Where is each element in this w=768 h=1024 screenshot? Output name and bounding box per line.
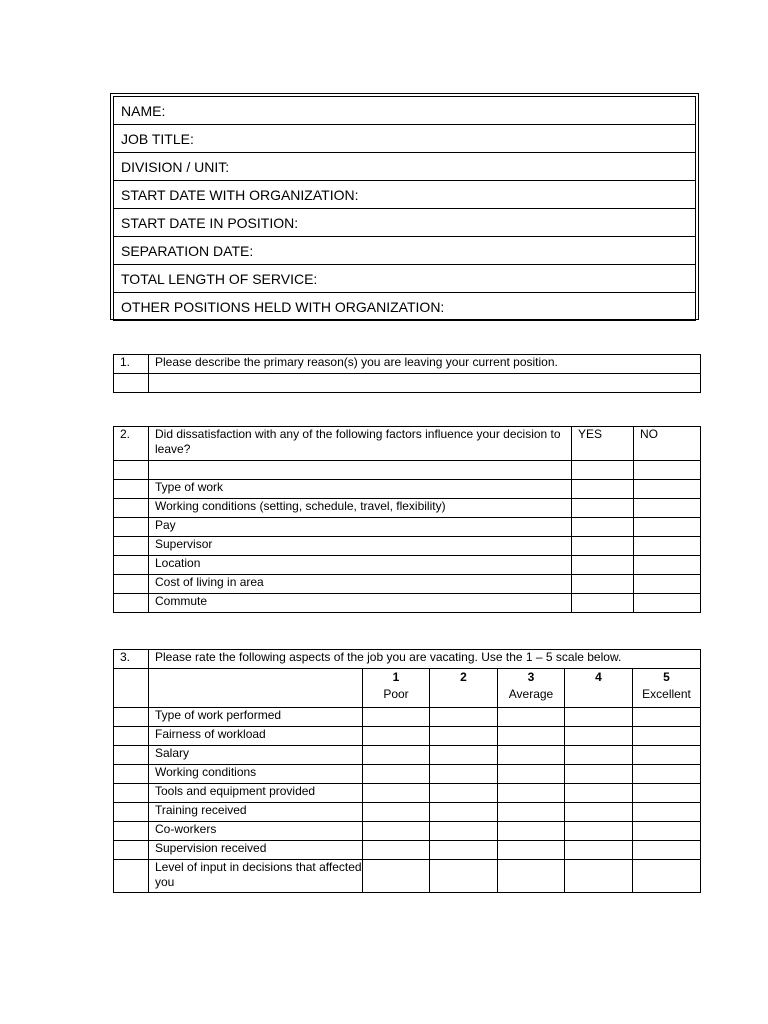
aspect-label: Working conditions (149, 765, 363, 784)
rating-cell[interactable] (633, 860, 701, 893)
scale-number: 4 (595, 670, 602, 684)
info-row-name (114, 97, 696, 125)
blank-cell (149, 461, 572, 480)
blank-cell (114, 499, 149, 518)
personal-info-table (113, 96, 696, 321)
rating-cell[interactable] (565, 822, 633, 841)
factor-label: Cost of living in area (149, 575, 572, 594)
blank-cell (634, 461, 701, 480)
aspect-label: Type of work performed (149, 708, 363, 727)
rating-cell[interactable] (363, 746, 430, 765)
rating-cell[interactable] (430, 746, 498, 765)
rating-cell[interactable] (498, 860, 565, 893)
question-1-table (113, 354, 701, 393)
blank-cell (114, 480, 149, 499)
scale-4-header (565, 669, 633, 708)
rating-cell[interactable] (363, 765, 430, 784)
info-row-job-title (114, 125, 696, 153)
factor-yes-cell[interactable] (572, 537, 634, 556)
info-row-start-position (114, 209, 696, 237)
rating-cell[interactable] (430, 784, 498, 803)
scale-5-header (633, 669, 701, 708)
rating-cell[interactable] (633, 784, 701, 803)
aspect-row (114, 822, 701, 841)
aspect-label: Salary (149, 746, 363, 765)
aspect-row (114, 765, 701, 784)
info-row-start-org (114, 181, 696, 209)
rating-cell[interactable] (430, 765, 498, 784)
blank-cell (114, 575, 149, 594)
info-row-other-positions (114, 293, 696, 321)
rating-cell[interactable] (363, 822, 430, 841)
factor-yes-cell[interactable] (572, 556, 634, 575)
rating-cell[interactable] (363, 784, 430, 803)
question-2-spacer-row (114, 461, 701, 480)
rating-cell[interactable] (633, 727, 701, 746)
rating-cell[interactable] (363, 727, 430, 746)
rating-cell[interactable] (565, 841, 633, 860)
blank-cell (572, 461, 634, 480)
rating-cell[interactable] (363, 708, 430, 727)
info-field-other-positions[interactable]: OTHER POSITIONS HELD WITH ORGANIZATION: (114, 293, 696, 321)
rating-cell[interactable] (565, 727, 633, 746)
info-field-start-position[interactable]: START DATE IN POSITION: (114, 209, 696, 237)
factor-no-cell[interactable] (634, 556, 701, 575)
factor-no-cell[interactable] (634, 480, 701, 499)
info-row-length (114, 265, 696, 293)
blank-cell (114, 708, 149, 727)
blank-cell (114, 803, 149, 822)
factor-label: Commute (149, 594, 572, 613)
scale-label: Poor (383, 687, 409, 701)
factor-label: Working conditions (setting, schedule, travel, flexibility) (149, 499, 572, 518)
factor-yes-cell[interactable] (572, 575, 634, 594)
scale-label: Excellent (642, 687, 691, 701)
rating-cell[interactable] (633, 746, 701, 765)
rating-cell[interactable] (565, 746, 633, 765)
rating-scale-row (114, 669, 701, 708)
info-field-division[interactable]: DIVISION / UNIT: (114, 153, 696, 181)
factor-yes-cell[interactable] (572, 594, 634, 613)
aspect-row (114, 860, 701, 893)
rating-cell[interactable] (430, 803, 498, 822)
aspect-label: Co-workers (149, 822, 363, 841)
scale-number: 3 (527, 670, 535, 684)
rating-cell[interactable] (498, 784, 565, 803)
factor-yes-cell[interactable] (572, 480, 634, 499)
aspect-row (114, 727, 701, 746)
blank-cell (149, 669, 363, 708)
question-3-header (114, 650, 701, 669)
aspect-label: Level of input in decisions that affected you (149, 860, 363, 893)
rating-cell[interactable] (565, 708, 633, 727)
blank-cell (114, 841, 149, 860)
blank-cell (114, 746, 149, 765)
question-1-text: Please describe the primary reason(s) you are leaving your current position. (149, 355, 701, 374)
rating-cell[interactable] (633, 765, 701, 784)
rating-cell[interactable] (498, 822, 565, 841)
factor-row-type-of-work (114, 480, 701, 499)
aspect-row (114, 746, 701, 765)
factor-row-working-conditions (114, 499, 701, 518)
question-1-answer-blank (114, 374, 149, 393)
rating-cell[interactable] (498, 803, 565, 822)
blank-cell (114, 860, 149, 893)
question-2-yes-header: YES (572, 427, 634, 461)
question-1-answer-field[interactable] (149, 374, 701, 393)
personal-info-box (110, 93, 699, 320)
aspect-label: Training received (149, 803, 363, 822)
scale-number: 1 (392, 670, 400, 684)
scale-number: 5 (663, 670, 670, 684)
factor-label: Supervisor (149, 537, 572, 556)
rating-cell[interactable] (498, 727, 565, 746)
blank-cell (114, 822, 149, 841)
factor-label: Type of work (149, 480, 572, 499)
question-2-no-header: NO (634, 427, 701, 461)
blank-cell (114, 518, 149, 537)
scale-1-header (363, 669, 430, 708)
rating-cell[interactable] (430, 860, 498, 893)
rating-cell[interactable] (498, 746, 565, 765)
question-3-text: Please rate the following aspects of the job you are vacating. Use the 1 – 5 scale below. (149, 650, 701, 669)
rating-cell[interactable] (498, 708, 565, 727)
question-3-number: 3. (114, 650, 149, 669)
rating-cell[interactable] (565, 860, 633, 893)
factor-no-cell[interactable] (634, 537, 701, 556)
factor-no-cell[interactable] (634, 518, 701, 537)
blank-cell (114, 556, 149, 575)
factor-row-pay (114, 518, 701, 537)
info-row-separation (114, 237, 696, 265)
question-1-header (114, 355, 701, 374)
info-field-name[interactable]: NAME: (114, 97, 696, 125)
factor-row-location (114, 556, 701, 575)
info-field-start-org[interactable]: START DATE WITH ORGANIZATION: (114, 181, 696, 209)
question-2-number: 2. (114, 427, 149, 461)
factor-no-cell[interactable] (634, 575, 701, 594)
aspect-row (114, 841, 701, 860)
question-1-answer-row (114, 374, 701, 393)
rating-cell[interactable] (363, 841, 430, 860)
rating-cell[interactable] (633, 803, 701, 822)
scale-number: 2 (460, 670, 467, 684)
blank-cell (114, 727, 149, 746)
factor-row-cost-of-living (114, 575, 701, 594)
aspect-row (114, 708, 701, 727)
factor-row-commute (114, 594, 701, 613)
rating-cell[interactable] (430, 727, 498, 746)
question-2-header (114, 427, 701, 461)
question-2-table (113, 426, 701, 613)
factor-no-cell[interactable] (634, 499, 701, 518)
info-field-job-title[interactable]: JOB TITLE: (114, 125, 696, 153)
question-1-number: 1. (114, 355, 149, 374)
aspect-row (114, 803, 701, 822)
scale-2-header (430, 669, 498, 708)
rating-cell[interactable] (430, 708, 498, 727)
blank-cell (114, 594, 149, 613)
blank-cell (114, 784, 149, 803)
rating-cell[interactable] (633, 708, 701, 727)
question-3-table (113, 649, 701, 893)
rating-cell[interactable] (565, 784, 633, 803)
rating-cell[interactable] (430, 822, 498, 841)
blank-cell (114, 461, 149, 480)
blank-cell (114, 537, 149, 556)
factor-no-cell[interactable] (634, 594, 701, 613)
rating-cell[interactable] (565, 803, 633, 822)
rating-cell[interactable] (363, 860, 430, 893)
info-field-separation[interactable]: SEPARATION DATE: (114, 237, 696, 265)
factor-yes-cell[interactable] (572, 499, 634, 518)
question-2-text: Did dissatisfaction with any of the following factors influence your decision to leave? (149, 427, 572, 461)
rating-cell[interactable] (565, 765, 633, 784)
factor-row-supervisor (114, 537, 701, 556)
aspect-label: Supervision received (149, 841, 363, 860)
aspect-row (114, 784, 701, 803)
rating-cell[interactable] (633, 841, 701, 860)
factor-label: Pay (149, 518, 572, 537)
rating-cell[interactable] (498, 765, 565, 784)
info-field-length[interactable]: TOTAL LENGTH OF SERVICE: (114, 265, 696, 293)
aspect-label: Tools and equipment provided (149, 784, 363, 803)
info-row-division (114, 153, 696, 181)
rating-cell[interactable] (363, 803, 430, 822)
rating-cell[interactable] (633, 822, 701, 841)
rating-cell[interactable] (430, 841, 498, 860)
blank-cell (114, 669, 149, 708)
rating-cell[interactable] (498, 841, 565, 860)
factor-yes-cell[interactable] (572, 518, 634, 537)
factor-label: Location (149, 556, 572, 575)
scale-label: Average (508, 687, 554, 701)
blank-cell (114, 765, 149, 784)
scale-3-header (498, 669, 565, 708)
aspect-label: Fairness of workload (149, 727, 363, 746)
